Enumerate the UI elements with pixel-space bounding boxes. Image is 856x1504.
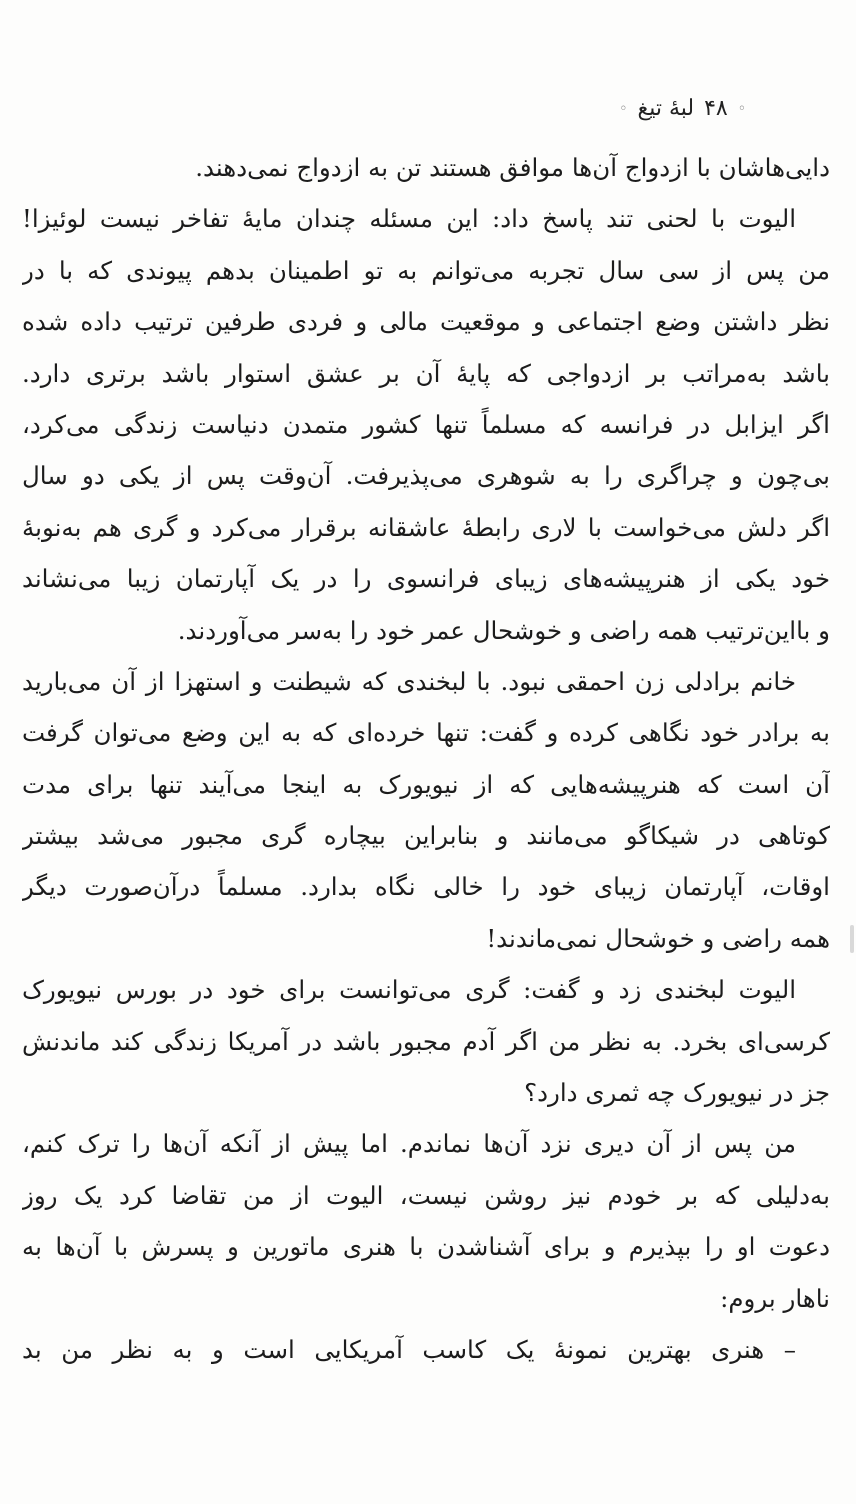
- page-edge-mark: [850, 925, 854, 953]
- text-line: دعوت او را بپذیرم و برای آشناشدن با هنری ماتورین و پسرش با آن‌ها به: [22, 1232, 830, 1262]
- text-line: کوتاهی در شیکاگو می‌مانند و بنابراین بیچاره گری مجبور می‌شد بیشتر: [22, 821, 830, 851]
- text-line: به برادر خود نگاهی کرده و گفت: تنها خرده‌ای که به این وضع می‌توان گرفت: [22, 718, 830, 748]
- ornament-icon: ◦: [737, 100, 746, 117]
- text-line: بی‌چون و چراگری را به شوهری می‌پذیرفت. آن‌وقت پس از یکی دو سال: [22, 461, 830, 491]
- text-line: آن است که هنرپیشه‌هایی که از نیویورک به اینجا می‌آیند تنها برای مدت: [22, 769, 830, 799]
- text-line: جز در نیویورک چه ثمری دارد؟: [524, 1078, 830, 1108]
- text-line: الیوت لبخندی زد و گفت: گری می‌توانست برای خود در بورس نیویورک: [22, 975, 796, 1005]
- text-line: همه راضی و خوشحال نمی‌ماندند!: [486, 923, 830, 953]
- text-line: خانم برادلی زن احمقی نبود. با لبخندی که شیطنت و استهزا از آن می‌بارید: [22, 666, 796, 696]
- text-line: – هنری بهترین نمونهٔ یک کاسب آمریکایی است و به نظر من بد: [22, 1334, 796, 1364]
- text-line: ناهار بروم:: [720, 1283, 830, 1313]
- body-text: [22, 142, 830, 1375]
- text-line: من پس از آن دیری نزد آن‌ها نماندم. اما پیش از آنکه آن‌ها را ترک کنم،: [22, 1129, 796, 1159]
- text-line: اگر دلش می‌خواست با لاری رابطهٔ عاشقانه برقرار می‌کرد و گری هم به‌نوبهٔ: [22, 512, 830, 542]
- page-header: [619, 96, 746, 121]
- text-line: الیوت با لحنی تند پاسخ داد: این مسئله چندان مایهٔ تفاخر نیست لوئیزا!: [22, 204, 796, 234]
- text-line: نظر داشتن وضع اجتماعی و موقعیت مالی و فردی طرفین ترتیب داده شده: [22, 307, 830, 337]
- text-line: کرسی‌ای بخرد. به نظر من اگر آدم مجبور باشد در آمریکا زندگی کند ماندنش: [22, 1026, 830, 1056]
- text-line: من پس از سی سال تجربه می‌توانم به تو اطمینان بدهم پیوندی که با در: [22, 255, 830, 285]
- text-line: و بااین‌ترتیب همه راضی و خوشحال عمر خود را به‌سر می‌آوردند.: [177, 615, 830, 645]
- running-title: لبهٔ تیغ: [637, 96, 695, 121]
- text-line: خود یکی از هنرپیشه‌های زیبای فرانسوی را در یک آپارتمان زیبا می‌نشاند: [22, 564, 830, 594]
- ornament-icon: ◦: [619, 100, 628, 117]
- text-line: به‌دلیلی که بر خودم نیز روشن نیست، الیوت از من تقاضا کرد یک روز: [22, 1180, 830, 1210]
- page-number: ۴۸: [704, 96, 728, 121]
- text-line: اگر ایزابل در فرانسه که مسلماً تنها کشور متمدن دنیاست زندگی می‌کرد،: [22, 409, 830, 439]
- text-line: باشد به‌مراتب بر ازدواجی که پایهٔ آن بر عشق استوار باشد برتری دارد.: [22, 358, 830, 388]
- text-line: دایی‌هاشان با ازدواج آن‌ها موافق هستند تن به ازدواج نمی‌دهند.: [195, 153, 830, 182]
- text-line: اوقات، آپارتمان زیبای خود را خالی نگاه بدارد. مسلماً درآن‌صورت دیگر: [22, 872, 830, 902]
